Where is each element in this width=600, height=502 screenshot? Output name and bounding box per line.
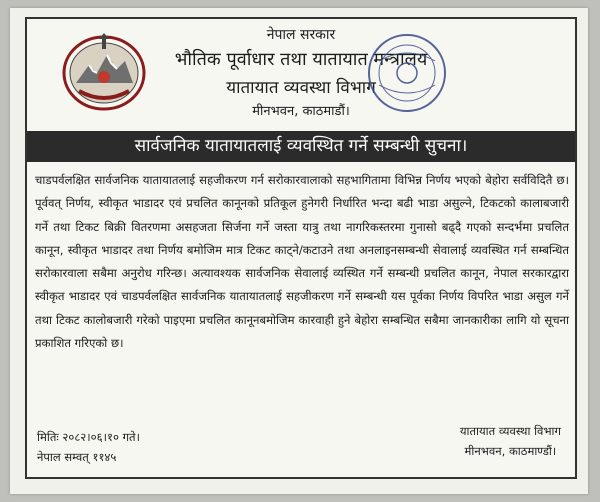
header-government: नेपाल सरकार <box>266 27 336 43</box>
notice-frame <box>25 17 577 479</box>
header-department: यातायात व्यवस्था विभाग <box>226 78 376 98</box>
notice-paper <box>10 8 588 494</box>
notice-date: मितिः २०८२।०६।१० गते। <box>37 430 140 444</box>
notice-body: चाडपर्वलक्षित सार्वजनिक यातायातलाई सहजीकरण गर्न सरोकारवालाको सहभागितामा विभिन्न निर्णय भएको बेहोरा सर्वविदितै छ। पूर्ववत् निर्णय, स्वीकृत भाडादर एवं प्रचलित कानूनको प्रतिकूल हुनेगरी निर्धारित भन्दा बढी भाडा असुल्ने, टिकटको कालाबजारी गर्ने तथा टिकट बिक्री वितरणमा असहजता सिर्जना गर्ने जस्ता यात्रु तथा नागरिकस्तरमा गुनासो बढ्दै गएको सन्दर्भमा प्रचलित कानून, स्वीकृत भाडादर तथा निर्णय बमोजिम मात्र टिकट काट्ने/कटाउने तथा अनलाइनसम्बन्धी सेवालाई व्यवस्थित गर्न सम्बन्धित सरोकारवाला सबैमा अनुरोध गरिन्छ। अत्यावश्यक सार्वजनिक सेवालाई व्यस्थित गर्ने सम्बन्धी प्रचलित कानून, नेपाल सरकारद्वारा स्वीकृत भाडादर एवं चाडपर्वलक्षित सार्वजनिक यातायातलाई सहजीकरण गर्ने सम्बन्धी यस पूर्वका निर्णय विपरित भाडा असुल गर्ने तथा टिकट कालोबजारी गरेको पाइएमा प्रचलित कानूनबमोजिम कारवाही हुने बेहोरा सम्बन्धित सबैमा जानकारीका लागि यो सूचना प्रकाशित गरिएको छ। <box>35 173 569 351</box>
header-address: मीनभवन, काठमाडौं। <box>252 104 350 119</box>
date-block <box>37 427 140 467</box>
letterhead <box>27 19 575 127</box>
header-ministry: भौतिक पूर्वाधार तथा यातायात मन्त्रालय <box>174 49 428 70</box>
notice-title-banner: सार्वजनिक यातायातलाई व्यवस्थित गर्ने सम्बन्धी सुचना। <box>27 131 575 162</box>
nepal-sambat: नेपाल सम्वत् ११४५ <box>37 450 117 464</box>
issuer-office: यातायात व्यवस्था विभाग <box>459 424 561 438</box>
issuer-block <box>460 421 561 461</box>
issuer-address: मीनभवन, काठमाण्डौं। <box>464 444 557 458</box>
department-stamp-icon <box>365 31 449 115</box>
